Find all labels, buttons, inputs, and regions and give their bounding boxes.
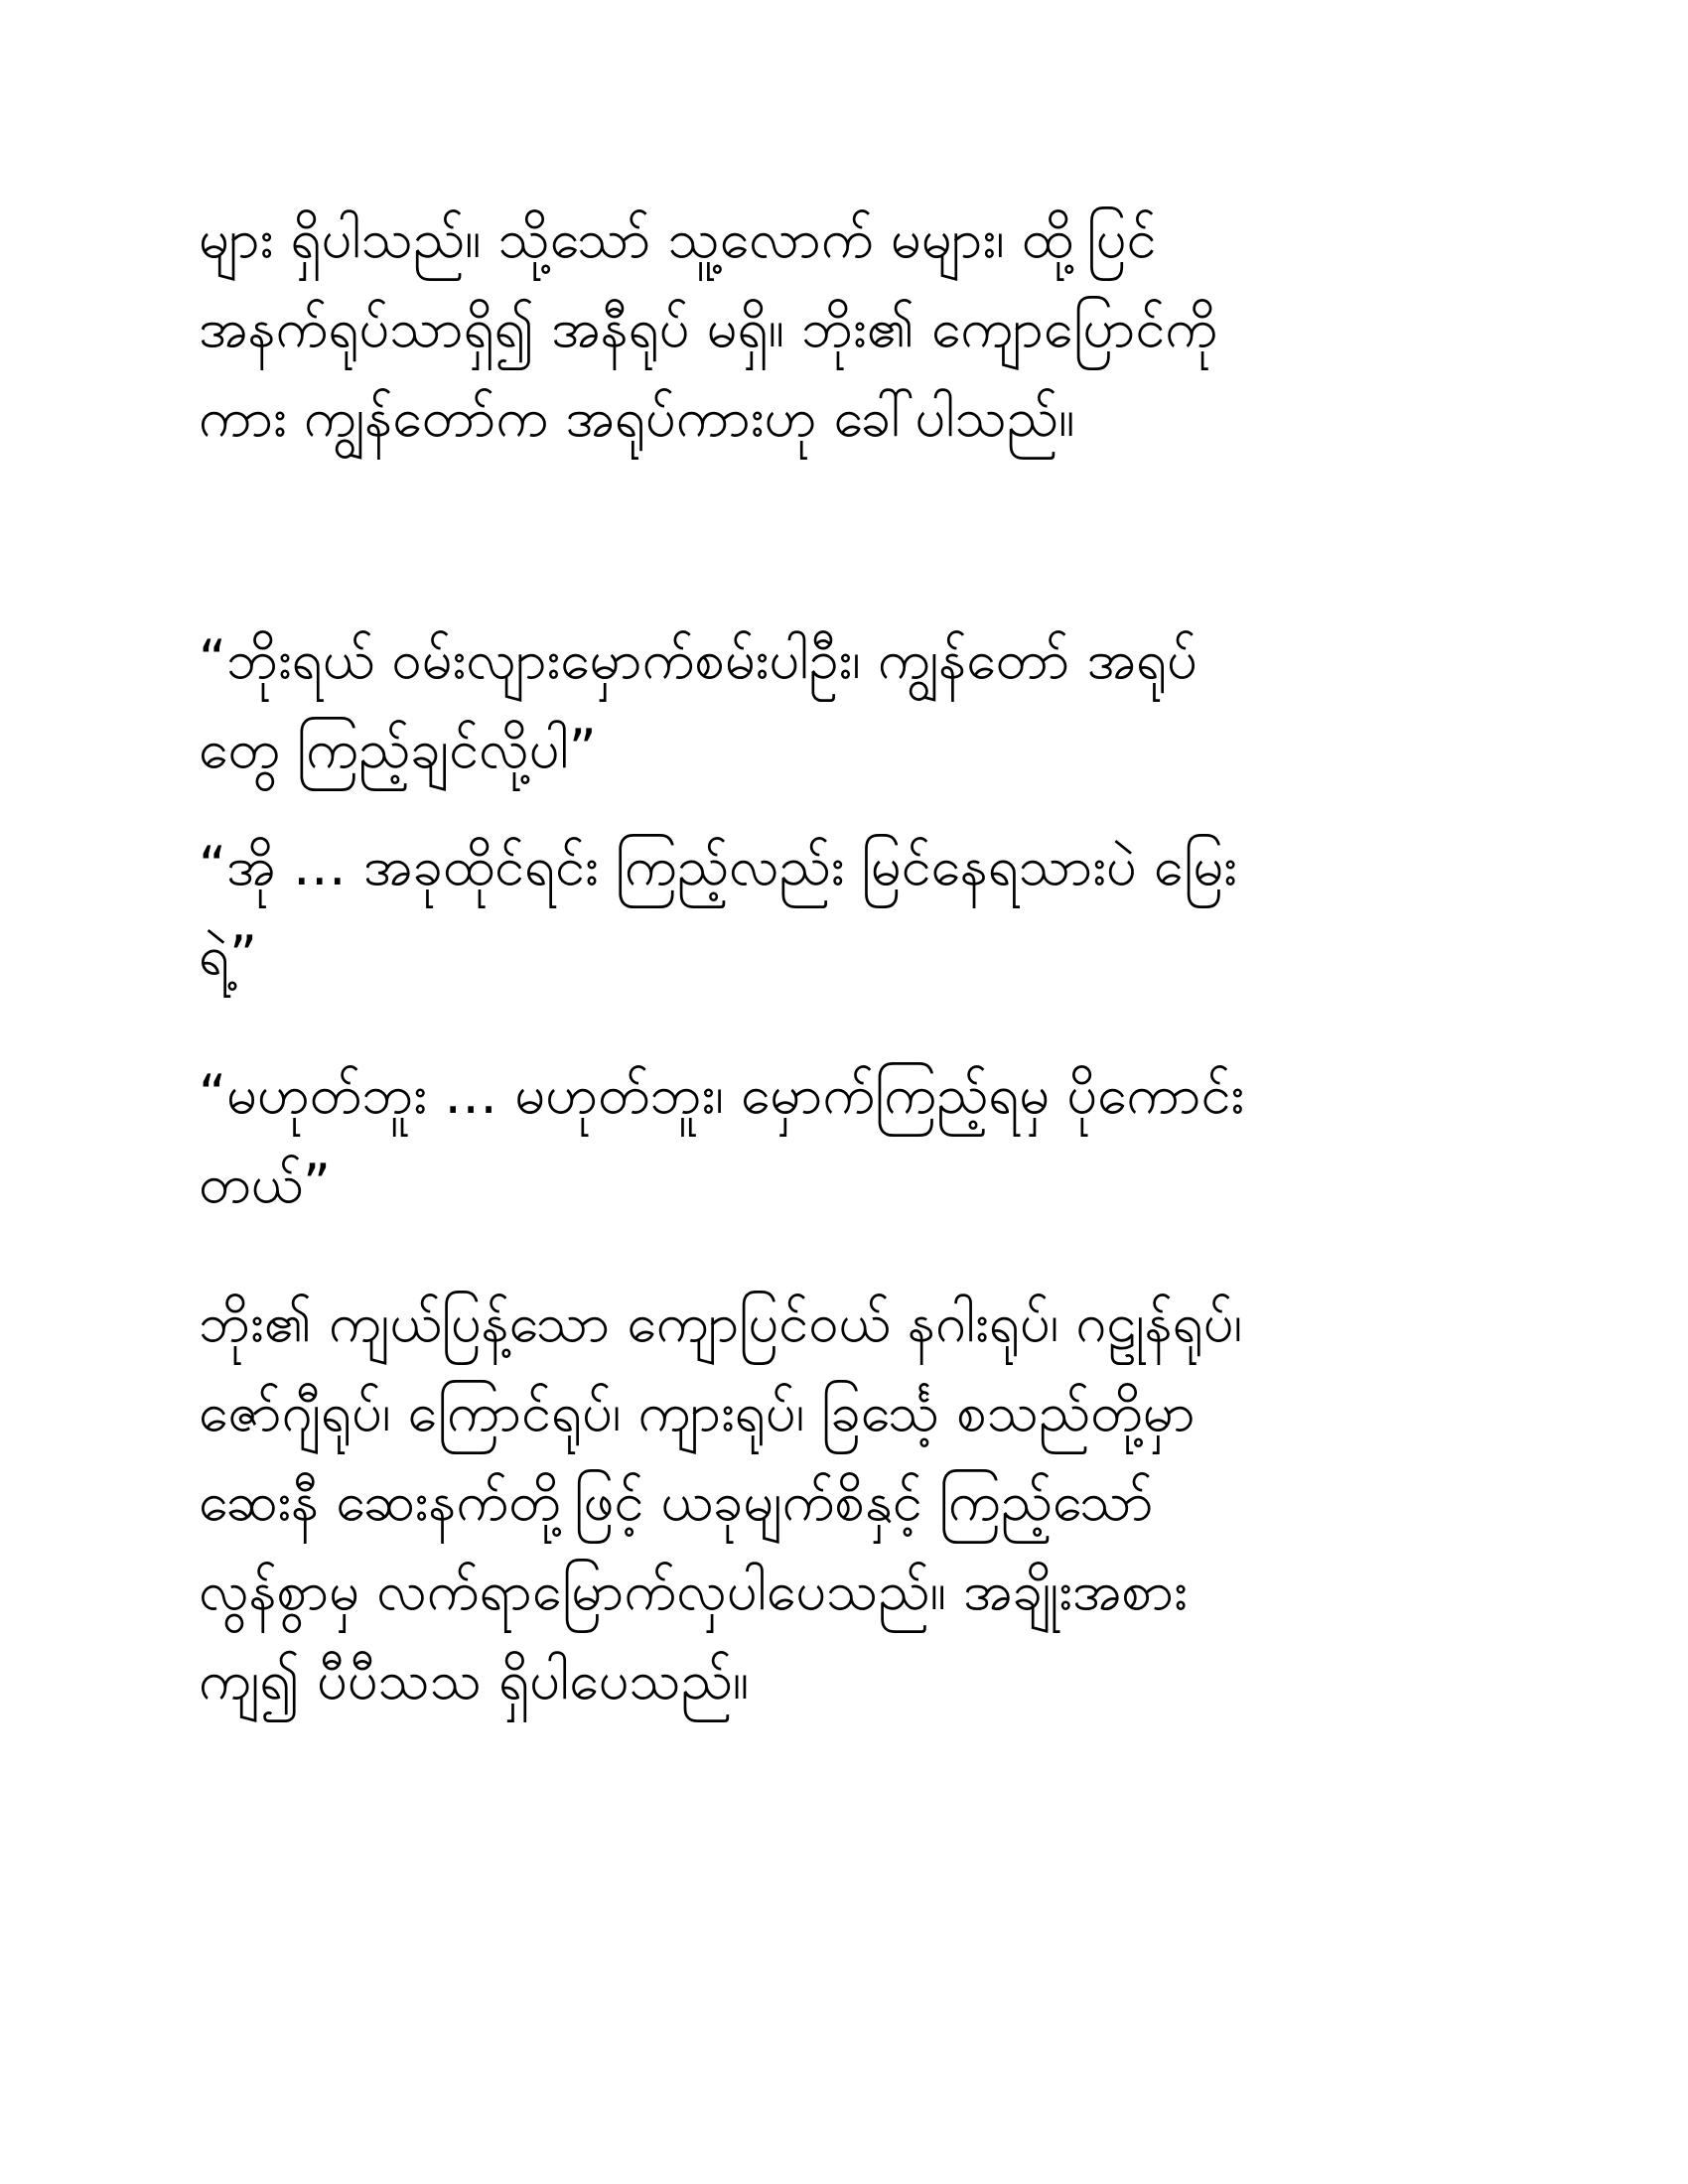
text-line: တွေ ကြည့်ချင်လို့ပါ” <box>199 718 597 780</box>
text-line: ဘိုး၏ ကျယ်ပြန့်သော ကျောပြင်ဝယ် နဂါးရုပ်၊ ဂဠုန်ရုပ်၊ <box>199 1292 1242 1354</box>
text-line: “အို … အခုထိုင်ရင်း ကြည့်လည်း မြင်နေရသားပဲ မြေး <box>199 835 1237 897</box>
text-line: များ ရှိပါသည်။ သို့သော် သူ့လောက် မများ၊ ထို့ပြင် <box>199 207 1157 270</box>
text-line: ကျ၍ ပီပီသသ ရှိပါပေသည်။ <box>199 1649 750 1711</box>
text-line: “မဟုတ်ဘူး … မဟုတ်ဘူး၊ မှောက်ကြည့်ရမှ ပိုကောင်း <box>199 1063 1245 1126</box>
text-line: လွန်စွာမှ လက်ရာမြောက်လှပါပေသည်။ အချိုးအစား <box>199 1560 1188 1622</box>
text-line: တယ်” <box>199 1153 331 1215</box>
text-line: ကား ကျွန်တော်က အရုပ်ကားဟု ခေါ်ပါသည်။ <box>199 386 1075 449</box>
text-line: ရဲ့” <box>199 924 257 987</box>
text-line: အနက်ရုပ်သာရှိ၍ အနီရုပ် မရှိ။ ဘိုး၏ ကျောပြောင်ကို <box>199 297 1218 359</box>
text-line: ဆေးနီ ဆေးနက်တို့ဖြင့် ယခုမျက်စိနှင့် ကြည့်သော် <box>199 1470 1154 1533</box>
text-line: ဇော်ဂျီရုပ်၊ ကြောင်ရုပ်၊ ကျားရုပ်၊ ခြင်္သေ့ စသည်တို့မှာ <box>199 1381 1196 1443</box>
text-line: “ဘိုးရယ် ဝမ်းလျားမှောက်စမ်းပါဦး၊ ကျွန်တော် အရုပ် <box>199 628 1197 691</box>
